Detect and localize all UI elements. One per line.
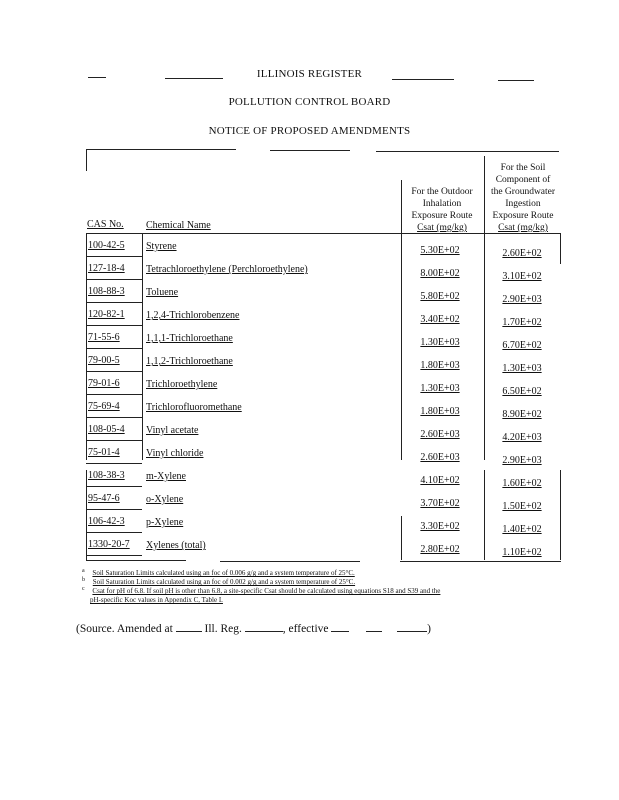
register-title: ILLINOIS REGISTER <box>256 68 363 80</box>
row-rule <box>86 256 142 257</box>
chemical-name: 1,1,2-Trichloroethane <box>146 356 233 367</box>
footnote-a <box>82 568 355 577</box>
cas-number: 71-55-6 <box>88 332 120 343</box>
cas-number: 75-01-4 <box>88 447 120 458</box>
table-left-stub <box>86 149 87 171</box>
row-rule <box>86 302 142 303</box>
groundwater-csat: 1.40E+02 <box>502 524 542 535</box>
source-blank-2 <box>245 631 283 632</box>
cas-number: 120-82-1 <box>88 309 125 320</box>
row-rule <box>86 394 142 395</box>
header-rule-right2 <box>498 80 534 81</box>
header-rule-right <box>392 79 454 80</box>
chemical-name: Styrene <box>146 241 177 252</box>
source-blank-4 <box>366 631 382 632</box>
footnote-b-text: Soil Saturation Limits calculated using an foc of 0.002 g/g and a system temperature of 25°C. <box>92 578 356 587</box>
gw-head-line4: Ingestion <box>505 199 541 209</box>
xylene-bracket-mid <box>484 470 485 560</box>
gw-column-rule <box>484 234 485 460</box>
row-rule <box>86 348 142 349</box>
inhalation-csat: 3.30E+02 <box>420 521 460 532</box>
footnote-c <box>82 586 440 595</box>
row-rule <box>86 417 142 418</box>
table-bottom-rule3 <box>400 561 561 562</box>
cas-number: 79-01-6 <box>88 378 120 389</box>
row-rule <box>86 532 142 533</box>
row-rule <box>86 325 142 326</box>
gw-head-line2: Component of <box>495 175 551 185</box>
groundwater-csat: 1.60E+02 <box>502 478 542 489</box>
cas-number: 75-69-4 <box>88 401 120 412</box>
groundwater-csat: 2.90E+03 <box>502 455 542 466</box>
notice-title: NOTICE OF PROPOSED AMENDMENTS <box>208 125 411 137</box>
source-effective: , effective <box>282 623 329 635</box>
table-bottom-rule2 <box>220 561 360 562</box>
xylene-bracket-right <box>560 470 561 560</box>
gw-head-line3: the Groundwater <box>490 187 556 197</box>
inh-head-line3: Exposure Route <box>411 211 473 221</box>
inh-head-line2: Inhalation <box>422 199 462 209</box>
header-rule-left2 <box>165 78 223 79</box>
inhalation-csat: 3.40E+02 <box>420 314 460 325</box>
cas-number: 108-38-3 <box>88 470 125 481</box>
inh-header-left-rule <box>401 180 402 234</box>
groundwater-csat: 6.50E+02 <box>502 386 542 397</box>
groundwater-csat: 1.30E+03 <box>502 363 542 374</box>
chemical-name: Vinyl acetate <box>146 425 199 436</box>
gw-head-line1: For the Soil <box>500 163 546 173</box>
inh-column-rule <box>401 234 402 460</box>
inhalation-csat: 5.80E+02 <box>420 291 460 302</box>
chemical-name: Trichloroethylene <box>146 379 218 390</box>
inhalation-csat: 2.60E+03 <box>420 429 460 440</box>
inhalation-csat: 1.80E+03 <box>420 406 460 417</box>
row-rule <box>86 440 142 441</box>
groundwater-csat: 4.20E+03 <box>502 432 542 443</box>
source-blank-1 <box>176 631 202 632</box>
inhalation-csat: 1.30E+03 <box>420 337 460 348</box>
chemical-column-header: Chemical Name <box>146 220 211 231</box>
cas-number: 100-42-5 <box>88 240 125 251</box>
source-prefix: (Source. Amended at <box>76 623 173 635</box>
inhalation-column-header <box>402 186 482 234</box>
groundwater-csat: 1.10E+02 <box>502 547 542 558</box>
chemical-name: Trichlorofluoromethane <box>146 402 242 413</box>
cas-number: 1330-20-7 <box>88 539 130 550</box>
groundwater-csat: 1.70E+02 <box>502 317 542 328</box>
row-rule <box>86 371 142 372</box>
header-rule-left <box>88 77 106 78</box>
footnote-a-mark: a <box>82 568 85 574</box>
footnote-c-mark: c <box>82 586 85 592</box>
chemical-name: m-Xylene <box>146 471 186 482</box>
table-bottom-rule <box>86 560 186 561</box>
right-edge-rule <box>560 234 561 264</box>
source-reg: Ill. Reg. <box>204 623 242 635</box>
chemical-name: p-Xylene <box>146 517 184 528</box>
inhalation-csat: 1.30E+03 <box>420 383 460 394</box>
groundwater-csat: 2.90E+03 <box>502 294 542 305</box>
inhalation-csat: 2.80E+02 <box>420 544 460 555</box>
row-rule <box>86 486 142 487</box>
inhalation-csat: 1.80E+03 <box>420 360 460 371</box>
source-line: (Source. Amended at Ill. Reg. , effective ) <box>76 623 431 635</box>
cas-column-rule <box>86 234 87 460</box>
cas-number: 108-05-4 <box>88 424 125 435</box>
header-underline <box>86 233 561 234</box>
source-blank-3 <box>331 631 349 632</box>
row-rule <box>86 509 142 510</box>
row-rule <box>86 463 142 464</box>
footnote-c-cont-text: pH-specific Koc values in Appendix C, Table I. <box>90 596 223 604</box>
inhalation-csat: 5.30E+02 <box>420 245 460 256</box>
groundwater-csat: 6.70E+02 <box>502 340 542 351</box>
gw-head-line6: Csat (mg/kg) <box>498 223 548 233</box>
cas-number: 108-88-3 <box>88 286 125 297</box>
chemical-name: 1,1,1-Trichloroethane <box>146 333 233 344</box>
groundwater-csat: 3.10E+02 <box>502 271 542 282</box>
footnote-c-cont <box>90 596 223 604</box>
row-rule <box>86 555 142 556</box>
table-top-rule3 <box>376 151 559 152</box>
cas-number: 95-47-6 <box>88 493 120 504</box>
cas-number: 106-42-3 <box>88 516 125 527</box>
cas-number: 79-00-5 <box>88 355 120 366</box>
chemical-name: 1,2,4-Trichlorobenzene <box>146 310 240 321</box>
xylene-cas-rule <box>86 470 87 560</box>
chemical-name: Toluene <box>146 287 179 298</box>
chemical-name: o-Xylene <box>146 494 184 505</box>
inh-head-line1: For the Outdoor <box>411 187 473 197</box>
table-top-rule <box>86 149 236 150</box>
groundwater-csat: 1.50E+02 <box>502 501 542 512</box>
footnote-c-text: Csat for pH of 6.8. If soil pH is other than 6.8, a site-specific Csat should be calculated using equations S18 and S39 and the <box>92 587 441 596</box>
table-top-rule2 <box>270 150 350 151</box>
chemical-name: Vinyl chloride <box>146 448 204 459</box>
xylene-bracket-left <box>401 516 402 560</box>
footnote-b <box>82 577 355 586</box>
row-rule <box>86 279 142 280</box>
footnote-a-text: Soil Saturation Limits calculated using an foc of 0.006 g/g and a system temperature of 25°C. <box>92 569 355 578</box>
chemical-name: Tetrachloroethylene (Perchloroethylene) <box>146 264 308 275</box>
groundwater-csat: 8.90E+02 <box>502 409 542 420</box>
groundwater-column-header <box>485 162 561 234</box>
gw-head-line5: Exposure Route <box>492 211 554 221</box>
footnote-b-mark: b <box>82 577 85 583</box>
inhalation-csat: 2.60E+03 <box>420 452 460 463</box>
inhalation-csat: 3.70E+02 <box>420 498 460 509</box>
board-title: POLLUTION CONTROL BOARD <box>228 96 391 108</box>
cas-column-header: CAS No. <box>87 219 124 230</box>
inhalation-csat: 8.00E+02 <box>420 268 460 279</box>
chemical-name: Xylenes (total) <box>146 540 206 551</box>
inh-head-line4: Csat (mg/kg) <box>417 223 467 233</box>
groundwater-csat: 2.60E+02 <box>502 248 542 259</box>
source-blank-5 <box>397 631 427 632</box>
inhalation-csat: 4.10E+02 <box>420 475 460 486</box>
chem-column-rule <box>142 234 143 460</box>
gw-header-left-rule <box>484 156 485 234</box>
cas-number: 127-18-4 <box>88 263 125 274</box>
